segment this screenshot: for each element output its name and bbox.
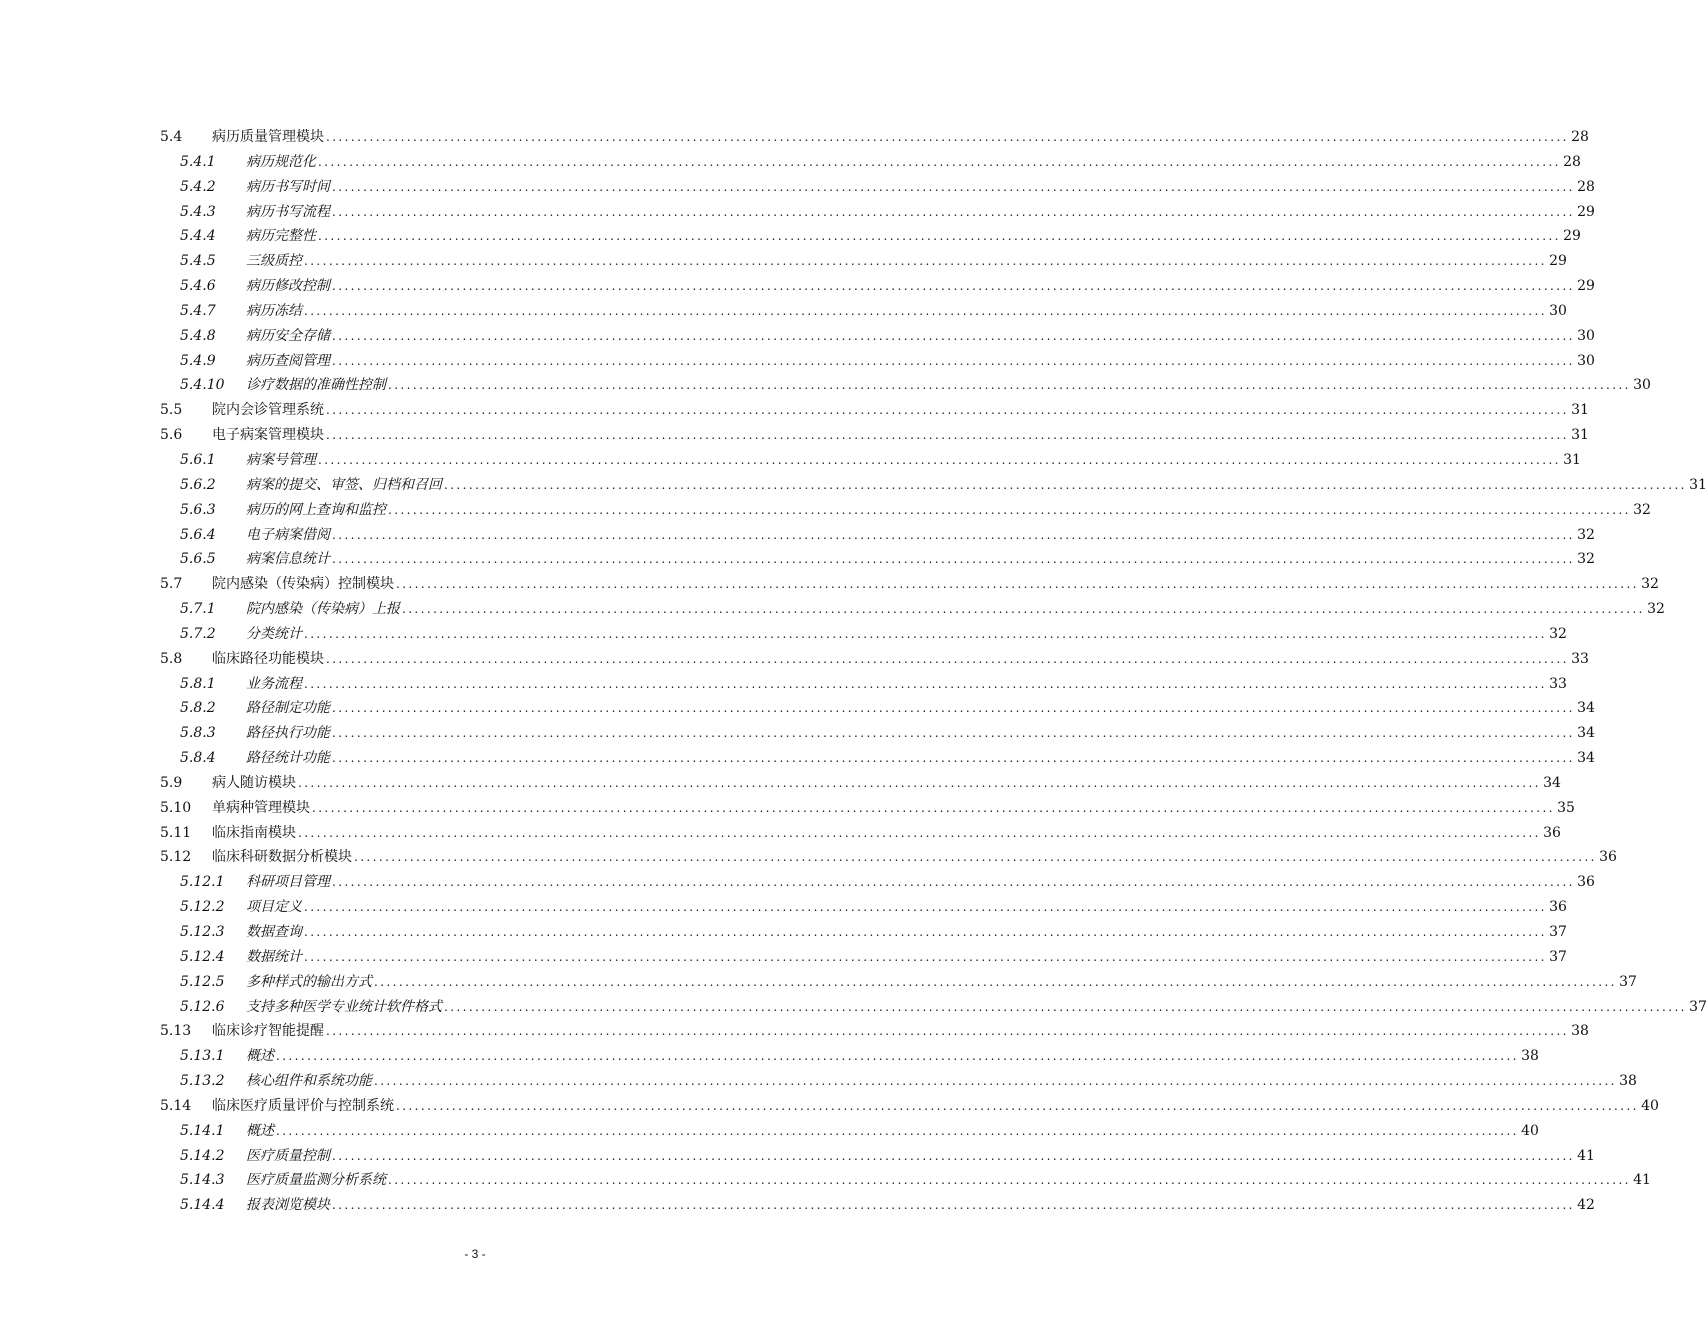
toc-entry-number: 5.12.4 [180, 948, 225, 965]
toc-entry-title: 临床诊疗智能提醒 [212, 1023, 324, 1040]
dot-leader: ........................................................................................................................................................................................................ [312, 800, 1555, 815]
toc-entry-number: 5.4.5 [180, 253, 216, 270]
toc-entry-number: 5.8.2 [180, 700, 216, 717]
toc-entry[interactable] [160, 945, 1567, 970]
toc-entry-title: 三级质控 [246, 253, 302, 270]
toc-entry-page: 37 [1689, 998, 1707, 1015]
toc-entry-title: 多种样式的输出方式 [246, 973, 372, 990]
toc-entry-number: 5.14.3 [180, 1172, 225, 1189]
toc-entry-number: 5.14.4 [180, 1197, 225, 1214]
toc-entry-number: 5.6.5 [180, 551, 216, 568]
toc-entry[interactable] [160, 647, 1589, 672]
toc-entry[interactable] [160, 845, 1617, 870]
toc-entry[interactable] [160, 597, 1665, 622]
toc-entry-number: 5.8.4 [180, 750, 216, 767]
dot-leader: ........................................................................................................................................................................................................ [332, 353, 1575, 368]
toc-entry-page: 36 [1599, 849, 1617, 866]
toc-entry-number: 5.12.6 [180, 998, 225, 1015]
toc-entry-number: 5.7.1 [180, 601, 216, 618]
toc-entry[interactable] [160, 249, 1567, 274]
toc-entry-page: 41 [1633, 1172, 1651, 1189]
toc-entry-page: 32 [1647, 601, 1665, 618]
toc-entry[interactable] [160, 870, 1595, 895]
toc-entry-title: 路径执行功能 [246, 725, 330, 742]
toc-entry-title: 病历质量管理模块 [212, 129, 324, 145]
toc-entry-page: 35 [1557, 799, 1575, 816]
toc-entry-number: 5.12 [160, 849, 192, 866]
toc-entry[interactable] [160, 721, 1595, 746]
toc-entry-number: 5.14 [160, 1097, 192, 1114]
dot-leader: ........................................................................................................................................................................................................ [332, 1148, 1575, 1163]
toc-entry-title: 报表浏览模块 [246, 1197, 330, 1214]
toc-entry[interactable] [160, 771, 1561, 796]
toc-entry-title: 病历修改控制 [246, 278, 330, 295]
toc-entry[interactable] [160, 398, 1589, 423]
dot-leader: ........................................................................................................................................................................................................ [298, 775, 1541, 790]
toc-entry-title: 院内感染（传染病）控制模块 [212, 576, 394, 593]
toc-entry-title: 业务流程 [246, 675, 302, 692]
toc-entry-title: 病案号管理 [246, 451, 316, 468]
toc-entry[interactable] [160, 498, 1651, 523]
toc-entry-title: 电子病案管理模块 [212, 427, 324, 444]
toc-entry-number: 5.12.2 [180, 899, 225, 916]
toc-entry-title: 病历查阅管理 [246, 352, 330, 369]
toc-entry-number: 5.4.4 [180, 228, 216, 245]
toc-entry-title: 诊疗数据的准确性控制 [246, 377, 386, 394]
toc-entry-number: 5.4.2 [180, 178, 216, 195]
toc-entry-title: 数据统计 [246, 948, 302, 965]
dot-leader: ........................................................................................................................................................................................................ [332, 552, 1575, 567]
toc-entry-title: 医疗质量监测分析系统 [246, 1172, 386, 1189]
toc-entry-title: 单病种管理模块 [212, 799, 310, 816]
toc-entry-title: 医疗质量控制 [246, 1147, 330, 1164]
toc-entry-page: 36 [1577, 874, 1595, 891]
dot-leader: ........................................................................................................................................................................................................ [388, 378, 1631, 393]
toc-entry[interactable] [160, 572, 1659, 597]
toc-entry[interactable] [160, 547, 1595, 572]
toc-entry[interactable] [160, 349, 1595, 374]
table-of-contents [160, 125, 1707, 1218]
toc-entry-number: 5.4 [160, 129, 183, 145]
toc-entry-number: 5.13 [160, 1023, 192, 1040]
toc-entry-page: 29 [1577, 203, 1595, 220]
dot-leader: ........................................................................................................................................................................................................ [318, 229, 1561, 244]
toc-entry[interactable] [160, 423, 1589, 448]
toc-entry-page: 30 [1577, 327, 1595, 344]
dot-leader: ........................................................................................................................................................................................................ [374, 974, 1617, 989]
dot-leader: ........................................................................................................................................................................................................ [304, 626, 1547, 641]
toc-entry-title: 病案信息统计 [246, 551, 330, 568]
toc-entry-title: 病案的提交、审签、归档和召回 [246, 476, 442, 493]
toc-entry-number: 5.8 [160, 650, 183, 667]
toc-entry-page: 33 [1549, 675, 1567, 692]
toc-entry-title: 路径制定功能 [246, 700, 330, 717]
toc-entry-page: 30 [1577, 352, 1595, 369]
toc-entry-page: 31 [1689, 476, 1707, 493]
dot-leader: ........................................................................................................................................................................................................ [298, 825, 1541, 840]
toc-entry-number: 5.6.2 [180, 476, 216, 493]
dot-leader: ........................................................................................................................................................................................................ [304, 676, 1547, 691]
toc-entry[interactable] [160, 150, 1581, 175]
toc-entry[interactable] [160, 746, 1595, 771]
toc-entry-number: 5.13.2 [180, 1073, 225, 1090]
toc-entry[interactable] [160, 1193, 1595, 1218]
toc-entry-number: 5.4.1 [180, 153, 216, 170]
toc-entry-title: 病人随访模块 [212, 774, 296, 791]
toc-entry-number: 5.10 [160, 799, 192, 816]
toc-entry-page: 29 [1577, 278, 1595, 295]
dot-leader: ........................................................................................................................................................................................................ [304, 254, 1547, 269]
toc-entry[interactable] [160, 125, 1589, 150]
toc-entry[interactable] [160, 970, 1637, 995]
toc-entry-number: 5.6 [160, 427, 183, 444]
toc-entry-title: 临床科研数据分析模块 [212, 849, 352, 866]
dot-leader: ........................................................................................................................................................................................................ [326, 403, 1569, 418]
toc-entry-page: 36 [1543, 824, 1561, 841]
toc-entry-page: 38 [1571, 1023, 1589, 1040]
toc-entry-title: 分类统计 [246, 625, 302, 642]
dot-leader: ........................................................................................................................................................................................................ [276, 1123, 1519, 1138]
toc-entry-title: 临床指南模块 [212, 824, 296, 841]
toc-entry-number: 5.4.3 [180, 203, 216, 220]
toc-entry-title: 科研项目管理 [246, 874, 330, 891]
toc-entry-page: 30 [1549, 302, 1567, 319]
toc-entry[interactable] [160, 796, 1575, 821]
toc-entry-number: 5.4.10 [180, 377, 225, 394]
dot-leader: ........................................................................................................................................................................................................ [388, 502, 1631, 517]
toc-entry[interactable] [160, 1119, 1539, 1144]
toc-entry-page: 38 [1619, 1073, 1637, 1090]
toc-entry-page: 34 [1543, 774, 1561, 791]
dot-leader: ........................................................................................................................................................................................................ [354, 850, 1597, 865]
dot-leader: ........................................................................................................................................................................................................ [332, 751, 1575, 766]
toc-entry-page: 38 [1521, 1048, 1539, 1065]
toc-entry-number: 5.8.1 [180, 675, 216, 692]
dot-leader: ........................................................................................................................................................................................................ [396, 1098, 1639, 1113]
toc-entry[interactable] [160, 1044, 1539, 1069]
toc-entry-title: 数据查询 [246, 924, 302, 940]
dot-leader: ........................................................................................................................................................................................................ [276, 1049, 1519, 1064]
toc-entry-title: 病历冻结 [246, 302, 302, 319]
toc-entry-number: 5.13.1 [180, 1048, 225, 1065]
toc-entry-title: 概述 [246, 1122, 274, 1139]
toc-entry-page: 32 [1577, 551, 1595, 568]
toc-entry-number: 5.7 [160, 576, 183, 593]
dot-leader: ........................................................................................................................................................................................................ [318, 452, 1561, 467]
toc-entry-page: 37 [1549, 948, 1567, 965]
toc-entry-number: 5.14.1 [180, 1122, 225, 1139]
toc-entry-number: 5.12.3 [180, 924, 225, 940]
toc-entry-number: 5.6.1 [180, 451, 216, 468]
toc-entry-title: 病历安全存储 [246, 327, 330, 344]
toc-entry-page: 28 [1571, 129, 1589, 145]
toc-entry-page: 31 [1571, 402, 1589, 419]
toc-entry[interactable] [160, 1019, 1589, 1044]
toc-entry[interactable] [160, 448, 1581, 473]
toc-entry-page: 34 [1577, 725, 1595, 742]
toc-entry-page: 28 [1563, 153, 1581, 170]
toc-entry-number: 5.6.3 [180, 501, 216, 518]
toc-entry-page: 28 [1577, 178, 1595, 195]
toc-entry-page: 32 [1641, 576, 1659, 593]
toc-entry[interactable] [160, 995, 1707, 1020]
toc-entry-title: 临床医疗质量评价与控制系统 [212, 1097, 394, 1114]
toc-entry[interactable] [160, 920, 1567, 945]
toc-entry-title: 项目定义 [246, 899, 302, 916]
toc-entry-page: 37 [1619, 973, 1637, 990]
toc-entry[interactable] [160, 299, 1567, 324]
dot-leader: ........................................................................................................................................................................................................ [388, 1173, 1631, 1188]
toc-entry[interactable] [160, 200, 1595, 225]
toc-entry-number: 5.11 [160, 824, 192, 841]
toc-entry[interactable] [160, 696, 1595, 721]
toc-entry-number: 5.4.7 [180, 302, 216, 319]
toc-entry-page: 40 [1521, 1122, 1539, 1139]
toc-entry-number: 5.6.4 [180, 526, 216, 543]
toc-entry[interactable] [160, 1069, 1637, 1094]
toc-entry-title: 病历书写时间 [246, 178, 330, 195]
toc-entry-page: 32 [1577, 526, 1595, 543]
dot-leader: ........................................................................................................................................................................................................ [374, 1074, 1617, 1089]
toc-entry-title: 病历书写流程 [246, 203, 330, 220]
toc-entry-title: 支持多种医学专业统计软件格式 [246, 998, 442, 1015]
toc-entry[interactable] [160, 274, 1595, 299]
dot-leader: ........................................................................................................................................................................................................ [402, 602, 1645, 617]
toc-entry[interactable] [160, 324, 1595, 349]
toc-entry[interactable] [160, 895, 1567, 920]
dot-leader: ........................................................................................................................................................................................................ [332, 875, 1575, 890]
toc-entry-page: 36 [1549, 899, 1567, 916]
toc-entry-page: 31 [1563, 451, 1581, 468]
toc-entry[interactable] [160, 523, 1595, 548]
dot-leader: ........................................................................................................................................................................................................ [326, 1024, 1569, 1039]
toc-entry[interactable] [160, 622, 1567, 647]
dot-leader: ........................................................................................................................................................................................................ [332, 328, 1575, 343]
toc-entry-number: 5.12.1 [180, 874, 225, 891]
dot-leader: ........................................................................................................................................................................................................ [304, 925, 1547, 939]
toc-entry-title: 电子病案借阅 [246, 526, 330, 543]
dot-leader: ........................................................................................................................................................................................................ [332, 179, 1575, 194]
page-number: - 3 - [464, 1247, 486, 1261]
toc-entry-title: 核心组件和系统功能 [246, 1073, 372, 1090]
toc-entry-page: 33 [1571, 650, 1589, 667]
toc-entry-title: 病历规范化 [246, 153, 316, 170]
dot-leader: ........................................................................................................................................................................................................ [332, 1198, 1575, 1213]
dot-leader: ........................................................................................................................................................................................................ [332, 726, 1575, 741]
dot-leader: ........................................................................................................................................................................................................ [326, 428, 1569, 443]
toc-entry-number: 5.14.2 [180, 1147, 225, 1164]
dot-leader: ........................................................................................................................................................................................................ [332, 701, 1575, 716]
toc-entry-number: 5.4.9 [180, 352, 216, 369]
dot-leader: ........................................................................................................................................................................................................ [318, 154, 1561, 169]
toc-entry-page: 41 [1577, 1147, 1595, 1164]
toc-entry-title: 临床路径功能模块 [212, 650, 324, 667]
toc-entry[interactable] [160, 1094, 1659, 1119]
toc-entry-page: 29 [1563, 228, 1581, 245]
toc-entry-number: 5.9 [160, 774, 183, 791]
toc-entry-page: 40 [1641, 1097, 1659, 1114]
dot-leader: ........................................................................................................................................................................................................ [304, 303, 1547, 318]
dot-leader: ........................................................................................................................................................................................................ [332, 204, 1575, 219]
dot-leader: ........................................................................................................................................................................................................ [332, 527, 1575, 542]
dot-leader: ........................................................................................................................................................................................................ [304, 900, 1547, 915]
toc-entry[interactable] [160, 373, 1651, 398]
toc-entry-number: 5.12.5 [180, 973, 225, 990]
toc-entry[interactable] [160, 1144, 1595, 1169]
dot-leader: ........................................................................................................................................................................................................ [326, 651, 1569, 666]
dot-leader: ........................................................................................................................................................................................................ [332, 279, 1575, 294]
toc-entry-number: 5.4.6 [180, 278, 216, 295]
toc-entry-page: 37 [1549, 924, 1567, 940]
toc-entry-page: 42 [1577, 1197, 1595, 1214]
toc-entry-title: 院内会诊管理系统 [212, 402, 324, 419]
toc-entry-title: 病历完整性 [246, 228, 316, 245]
toc-entry[interactable] [160, 473, 1707, 498]
toc-entry[interactable] [160, 1168, 1651, 1193]
toc-entry-number: 5.7.2 [180, 625, 216, 642]
toc-entry-title: 概述 [246, 1048, 274, 1065]
toc-entry[interactable] [160, 175, 1595, 200]
toc-entry-page: 34 [1577, 700, 1595, 717]
toc-entry-title: 病历的网上查询和监控 [246, 501, 386, 518]
toc-entry[interactable] [160, 672, 1567, 697]
dot-leader: ........................................................................................................................................................................................................ [444, 477, 1687, 492]
toc-entry[interactable] [160, 224, 1581, 249]
dot-leader: ........................................................................................................................................................................................................ [304, 949, 1547, 964]
toc-entry-title: 院内感染（传染病）上报 [246, 601, 400, 618]
toc-entry-number: 5.4.8 [180, 327, 216, 344]
toc-entry-page: 32 [1633, 501, 1651, 518]
toc-entry-page: 32 [1549, 625, 1567, 642]
toc-entry-page: 31 [1571, 427, 1589, 444]
dot-leader: ........................................................................................................................................................................................................ [326, 130, 1569, 144]
toc-entry-number: 5.8.3 [180, 725, 216, 742]
dot-leader: ........................................................................................................................................................................................................ [444, 999, 1687, 1014]
toc-entry[interactable] [160, 821, 1561, 846]
toc-entry-page: 34 [1577, 750, 1595, 767]
toc-entry-number: 5.5 [160, 402, 183, 419]
toc-entry-page: 29 [1549, 253, 1567, 270]
toc-entry-page: 30 [1633, 377, 1651, 394]
toc-entry-title: 路径统计功能 [246, 750, 330, 767]
dot-leader: ........................................................................................................................................................................................................ [396, 577, 1639, 592]
